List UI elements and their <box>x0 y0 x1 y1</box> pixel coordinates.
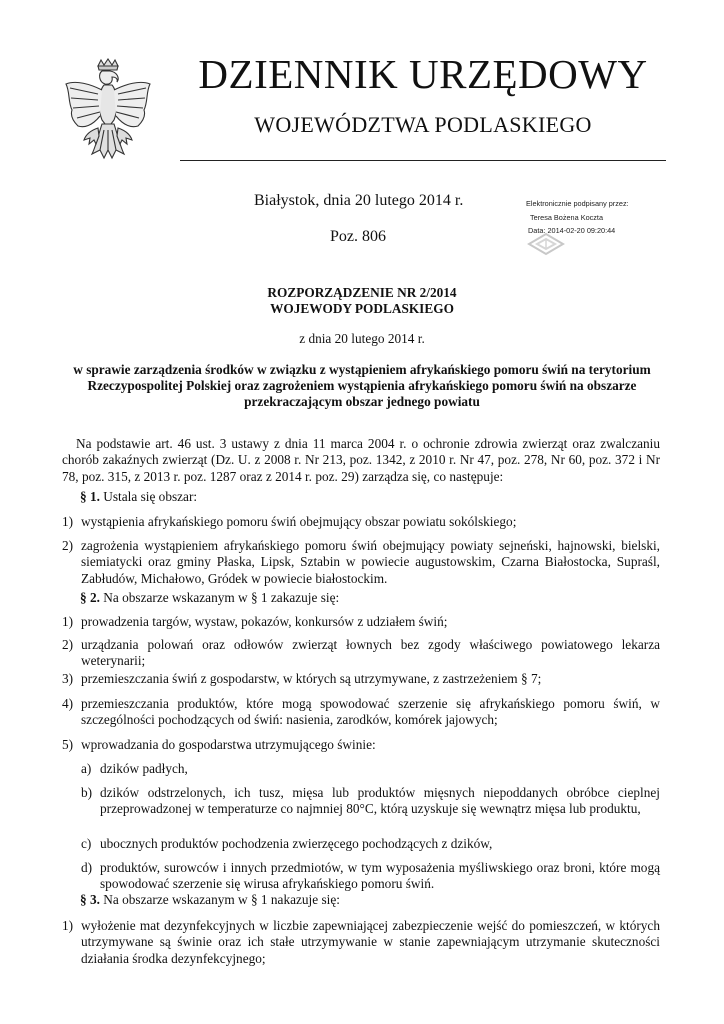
list-item <box>62 737 660 753</box>
signature-date: Data: 2014-02-20 09:20:44 <box>528 226 616 235</box>
section-1-heading <box>80 489 197 505</box>
list-item-text: przemieszczania produktów, które mogą spowodować szerzenie się afrykańskiego pomoru świń, w szczególności pochodzących od świń: nasienia, zarodków, komórek jajowych; <box>81 696 660 728</box>
sub-list-item-letter: a) <box>81 761 92 776</box>
list-item-number: 1) <box>62 614 74 629</box>
list-item-text: przemieszczania świń z gospodarstw, w których są utrzymywane, z zastrzeżeniem § 7; <box>81 671 542 686</box>
list-item-number: 3) <box>62 671 74 686</box>
legal-basis-paragraph: Na podstawie art. 46 ust. 3 ustawy z dnia 11 marca 2004 r. o ochronie zdrowia zwierząt oraz zwalczaniu chorób zakaźnych zwierząt (Dz. U. z 2008 r. Nr 213, poz. 1342, z 2010 r. Nr 47, poz. 278, Nr 60, poz. 372 i Nr 78, poz. 315, z 2013 r. poz. 1287 oraz z 2014 r. poz. 29) zarządza się, co następuje: <box>62 436 660 484</box>
polish-eagle-emblem-icon <box>62 58 154 170</box>
list-item-text: zagrożenia wystąpieniem afrykańskiego pomoru świń obejmujący powiaty sejneński, hajnowski, bielski, siemiatycki oraz gminy Płaska, Lipsk, Sztabin w powiecie augustowskim, Czarna Białostocka, Supraśl, Zabłudów, Michałowo, Gródek w powiecie białostockim. <box>81 538 660 586</box>
sub-list-item-letter: b) <box>81 785 93 800</box>
list-item <box>62 514 660 530</box>
section-3-mark: § 3. <box>80 892 100 907</box>
sub-list-item <box>81 761 660 777</box>
sub-list-item <box>81 836 660 852</box>
list-item-number: 1) <box>62 918 74 933</box>
sub-list-item-text: produktów, surowców i innych przedmiotów, w tym wyposażenia myśliwskiego oraz broni, które mogą spowodować szerzenie się wirusa afrykańskiego pomoru świń. <box>100 860 660 892</box>
sub-list-item-text: ubocznych produktów pochodzenia zwierzęcego pochodzących z dzików, <box>100 836 493 851</box>
list-item-number: 1) <box>62 514 74 529</box>
list-item-text: wystąpienia afrykańskiego pomoru świń obejmujący obszar powiatu sokólskiego; <box>81 514 517 529</box>
list-item <box>62 918 660 967</box>
section-2-text: Na obszarze wskazanym w § 1 zakazuje się: <box>103 590 340 605</box>
section-2-heading <box>80 590 339 606</box>
act-date: z dnia 20 lutego 2014 r. <box>299 331 425 346</box>
signature-validation-icon <box>527 232 565 256</box>
sub-list-item-letter: d) <box>81 860 93 875</box>
list-item-text: prowadzenia targów, wystaw, pokazów, konkursów z udziałem świń; <box>81 614 448 629</box>
section-1-text: Ustala się obszar: <box>103 489 198 504</box>
list-item-number: 4) <box>62 696 74 711</box>
list-item-text: wyłożenie mat dezynfekcyjnych w liczbie zapewniającej zabezpieczenie wejść do pomieszczeń, w których utrzymywane są świnie oraz ich stałe utrzymywanie w stanie zapewniającym utrzymanie skuteczności działania środka dezynfekcyjnego; <box>81 918 660 966</box>
sub-list-item-text: dzików odstrzelonych, ich tusz, mięsa lub produktów mięsnych niepoddanych obróbce cieplnej przeprowadzonej w temperaturze co najmniej 80°C, którą uzyskuje się wewnątrz mięsa lub produktu, <box>100 785 660 817</box>
sub-list-item <box>81 785 660 818</box>
publication-place-date: Białystok, dnia 20 lutego 2014 r. <box>254 192 464 209</box>
act-subject-line-1: w sprawie zarządzenia środków w związku z wystąpieniem afrykańskiego pomoru świń na terytorium <box>73 362 651 377</box>
list-item <box>62 538 660 587</box>
sub-list-item-letter: c) <box>81 836 92 851</box>
list-item-number: 5) <box>62 737 74 752</box>
journal-subtitle: WOJEWÓDZTWA PODLASKIEGO <box>254 112 592 137</box>
act-subject-line-3: przekraczającym obszar jednego powiatu <box>244 394 480 409</box>
list-item-text: urządzania polowań oraz odłowów zwierząt łownych bez zgody właściwego powiatowego lekarza weterynarii; <box>81 637 660 669</box>
sub-list-item <box>81 860 660 893</box>
act-title-line-2: WOJEWODY PODLASKIEGO <box>270 301 454 316</box>
list-item-number: 2) <box>62 637 74 652</box>
section-2-mark: § 2. <box>80 590 100 605</box>
sub-list-item-text: dzików padłych, <box>100 761 188 776</box>
list-item-number: 2) <box>62 538 74 553</box>
list-item <box>62 696 660 729</box>
position-number: Poz. 806 <box>330 228 386 245</box>
list-item <box>62 671 660 687</box>
list-item <box>62 637 660 670</box>
journal-title: DZIENNIK URZĘDOWY <box>198 51 648 97</box>
section-3-heading <box>80 892 340 908</box>
act-subject-line-2: Rzeczypospolitej Polskiej oraz zagrożeniem wystąpienia afrykańskiego pomoru świń na obszarze <box>87 378 637 393</box>
section-3-text: Na obszarze wskazanym w § 1 nakazuje się: <box>103 892 340 907</box>
signature-caption: Elektronicznie podpisany przez: <box>526 199 629 208</box>
header-divider <box>180 160 666 161</box>
section-1-mark: § 1. <box>80 489 100 504</box>
signature-signer: Teresa Bożena Koczta <box>530 212 604 222</box>
act-title-line-1: ROZPORZĄDZENIE NR 2/2014 <box>267 285 457 300</box>
list-item-text: wprowadzania do gospodarstwa utrzymującego świnie: <box>81 737 376 752</box>
list-item <box>62 614 660 630</box>
